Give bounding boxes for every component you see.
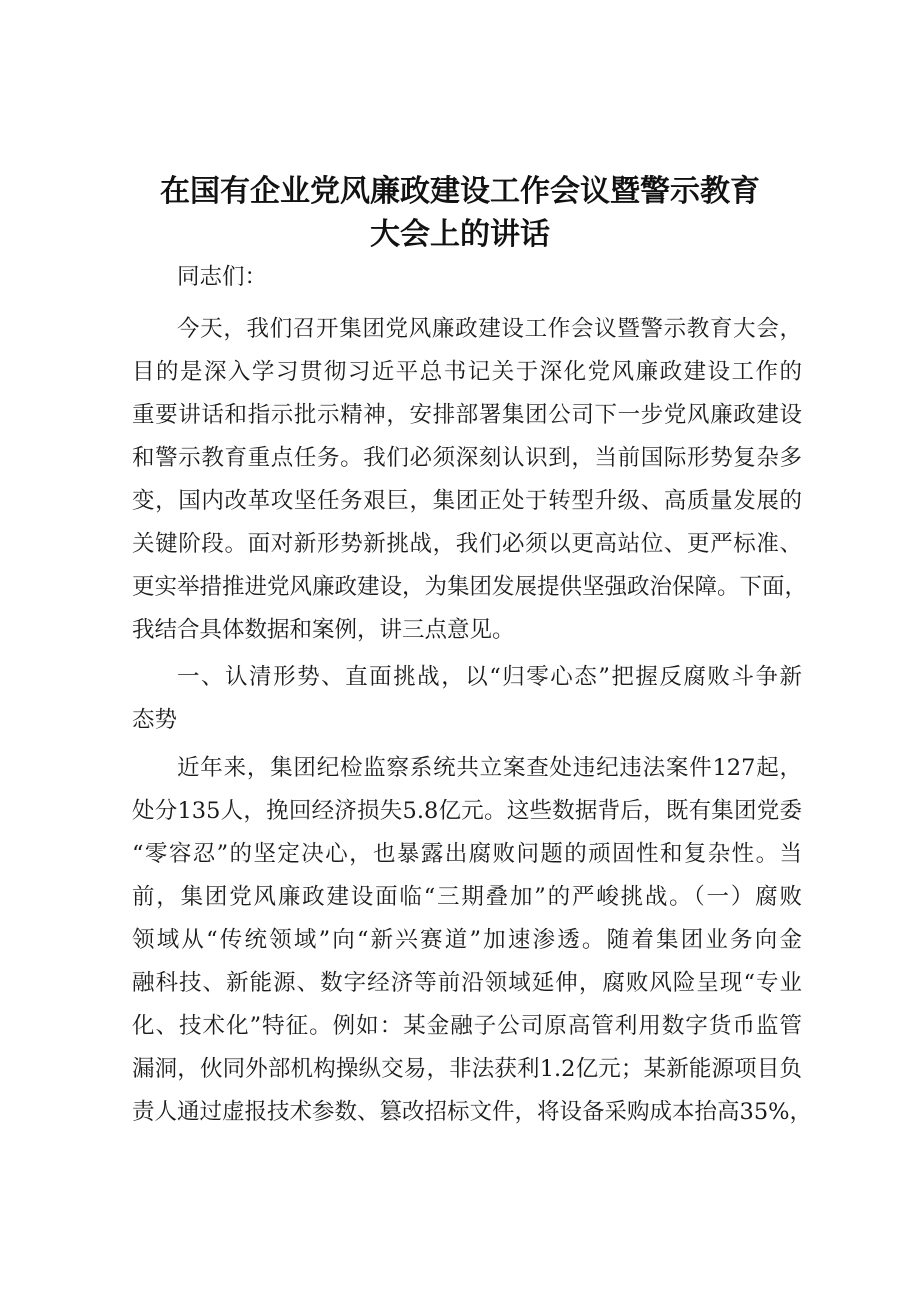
heading-line: 一、认清形势、直面挑战，以“归零心态”把握反腐败斗争新: [177, 664, 802, 690]
salutation: 同志们：: [177, 264, 268, 290]
paragraph-line: 我结合具体数据和案例，讲三点意见。: [132, 617, 515, 643]
paragraph-line: 化、技术化”特征。例如：某金融子公司原高管利用数字货币监管: [132, 1013, 802, 1039]
paragraph-line: 融科技、新能源、数字经济等前沿领域延伸，腐败风险呈现“专业: [132, 970, 802, 996]
paragraph-line: 和警示教育重点任务。我们必须深刻认识到，当前国际形势复杂多: [132, 445, 802, 471]
heading-line: 态势: [132, 707, 178, 733]
paragraph-line: 责人通过虚报技术参数、篡改招标文件，将设备采购成本抬高35%，: [132, 1099, 813, 1125]
paragraph-line: 目的是深入学习贯彻习近平总书记关于深化党风廉政建设工作的: [132, 359, 802, 385]
document-title-line-1: 在国有企业党风廉政建设工作会议暨警示教育: [160, 174, 760, 209]
paragraph-line: 近年来，集团纪检监察系统共立案查处违纪违法案件127起，: [177, 755, 802, 781]
paragraph-line: 变，国内改革攻坚任务艰巨，集团正处于转型升级、高质量发展的: [132, 488, 802, 514]
paragraph-line: 重要讲话和指示批示精神，安排部署集团公司下一步党风廉政建设: [132, 402, 802, 428]
document-title-line-2: 大会上的讲话: [370, 217, 550, 252]
paragraph-line: 更实举措推进党风廉政建设，为集团发展提供坚强政治保障。下面，: [132, 574, 808, 600]
paragraph-line: “零容忍”的坚定决心，也暴露出腐败问题的顽固性和复杂性。当: [132, 841, 802, 867]
paragraph-line: 今天，我们召开集团党风廉政建设工作会议暨警示教育大会，: [177, 316, 802, 342]
paragraph-line: 漏洞，伙同外部机构操纵交易，非法获利1.2亿元；某新能源项目负: [132, 1056, 802, 1082]
paragraph-line: 处分135人，挽回经济损失5.8亿元。这些数据背后，既有集团党委: [132, 798, 802, 824]
paragraph-line: 领域从“传统领域”向“新兴赛道”加速渗透。随着集团业务向金: [132, 927, 802, 953]
paragraph-line: 关键阶段。面对新形势新挑战，我们必须以更高站位、更严标准、: [132, 531, 802, 557]
paragraph-line: 前，集团党风廉政建设面临“三期叠加”的严峻挑战。（一）腐败: [132, 884, 802, 910]
